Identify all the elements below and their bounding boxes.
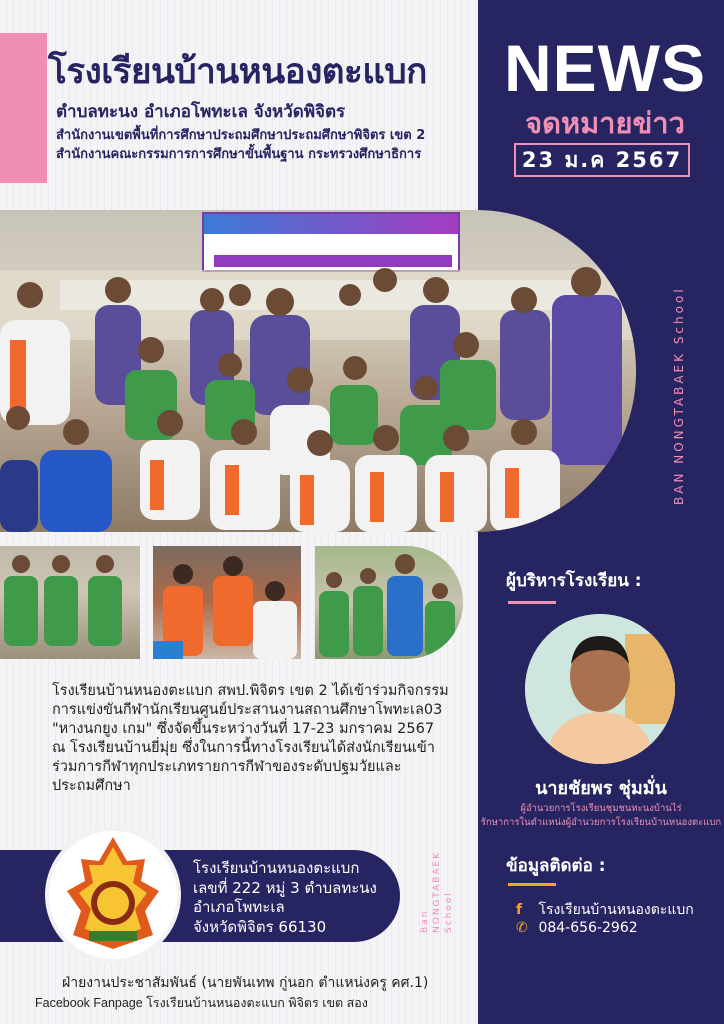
phone-icon: ✆ — [516, 920, 528, 936]
contact-heading: ข้อมูลติดต่อ : — [506, 856, 606, 876]
article-line: ประถมศึกษา — [52, 778, 131, 794]
article-body — [52, 682, 482, 796]
photo-thumbnail-3 — [315, 546, 463, 659]
photo-thumbnail-2 — [153, 546, 301, 659]
side-label-3: School — [444, 891, 454, 933]
phone-contact[interactable] — [516, 920, 638, 936]
facebook-fanpage: Facebook Fanpage โรงเรียนบ้านหนองตะแบก พิจิตร เขต สอง — [35, 996, 368, 1010]
vertical-small-label — [419, 833, 459, 933]
address-line: โรงเรียนบ้านหนองตะแบก — [193, 859, 360, 877]
photo-thumbnail-1 — [0, 546, 140, 659]
office-line-2: สำนักงานคณะกรรมการการศึกษาขั้นพื้นฐาน กระทรวงศึกษาธิการ — [56, 147, 422, 162]
article-line: ณ โรงเรียนบ้านยี่มุ่ย ซึ่งในการนี้ทางโรงเรียนได้ส่งนักเรียนเข้า — [52, 740, 435, 756]
article-line: ร่วมการกีฬาทุกประเภทรายการกีฬาของระดับปฐมวัยและ — [52, 759, 402, 775]
address-line: อำเภอโพทะเล — [193, 898, 285, 916]
admin-divider — [508, 601, 556, 604]
vertical-school-label: BAN NONGTABAEK School — [672, 286, 686, 505]
principal-role-1: ผู้อำนวยการโรงเรียนชุมชนทะนงบ้านไร่ — [520, 803, 682, 814]
school-title: โรงเรียนบ้านหนองตะแบก — [48, 52, 427, 92]
phone-number: 084-656-2962 — [538, 920, 638, 936]
principal-portrait — [522, 611, 678, 767]
side-label-1: Ban — [420, 909, 430, 933]
contact-divider — [508, 883, 556, 886]
admin-heading: ผู้บริหารโรงเรียน : — [506, 571, 642, 591]
school-seal — [45, 827, 181, 963]
newsletter-heading: จดหมายข่าว — [525, 106, 685, 140]
group-photo — [0, 210, 636, 532]
crowd-illustration — [0, 210, 636, 532]
facebook-contact[interactable] — [516, 899, 694, 921]
school-address: ตำบลทะนง อำเภอโพทะเล จังหวัดพิจิตร — [56, 102, 346, 122]
article-line: "หางนกยูง เกม" ซึ่งจัดขึ้นระหว่างวันที่ 17-23 มกราคม 2567 — [52, 721, 435, 737]
accent-block — [0, 33, 47, 183]
principal-name: นายชัยพร ชุ่มมั่น — [535, 778, 667, 799]
pr-credit: ฝ่ายงานประชาสัมพันธ์ (นายพันเทพ กู่นอก ตำแหน่งครู คศ.1) — [62, 975, 429, 991]
facebook-icon: f — [516, 902, 523, 918]
principal-role-2: รักษาการในตำแหน่งผู้อำนวยการโรงเรียนบ้านหนองตะแบก — [480, 817, 722, 828]
article-line: โรงเรียนบ้านหนองตะแบก สพป.พิจิตร เขต 2 ได้เข้าร่วมกิจกรรม — [52, 683, 449, 699]
facebook-page-name: โรงเรียนบ้านหนองตะแบก — [538, 902, 694, 918]
obec-seal-icon — [49, 831, 177, 959]
article-line: การแข่งขันกีฬานักเรียนศูนย์ประสานงานสถานศึกษาโพทะเล03 — [52, 702, 443, 718]
side-label-2: NONGTABAEK — [432, 850, 442, 933]
office-line-1: สำนักงานเขตพื้นที่การศึกษาประถมศึกษาประถมศึกษาพิจิตร เขต 2 — [56, 128, 426, 143]
address-line: เลขที่ 222 หมู่ 3 ตำบลทะนง — [193, 878, 377, 897]
address-line: จังหวัดพิจิตร 66130 — [193, 917, 327, 936]
news-heading: NEWS — [504, 31, 706, 105]
issue-date: 23 ม.ค 2567 — [514, 143, 690, 177]
address-block — [193, 859, 377, 937]
